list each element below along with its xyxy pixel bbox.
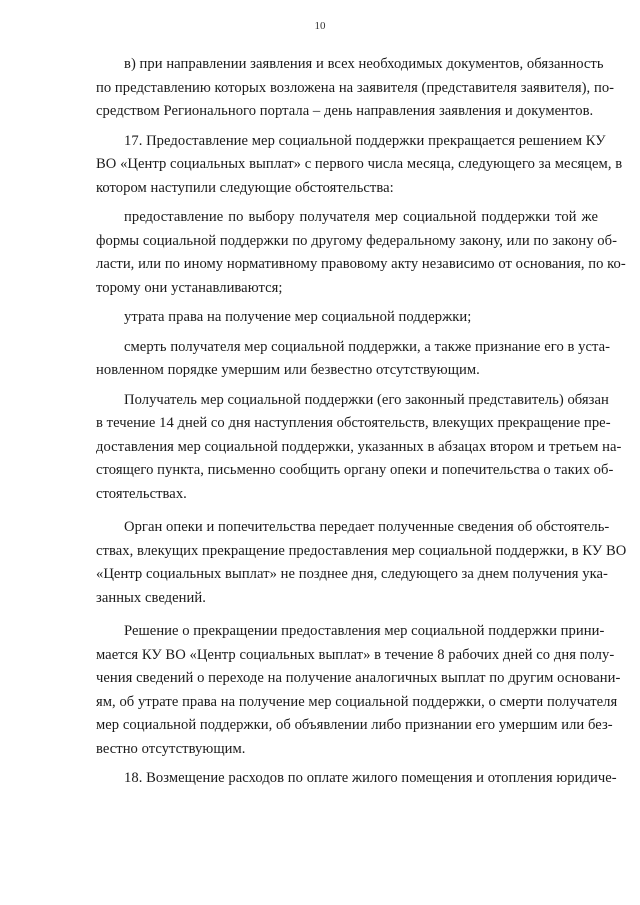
text-line: смерть получателя мер социальной поддержки, а также признание его в уста- (124, 338, 611, 355)
text-line: стоятельствах. (96, 485, 187, 502)
paragraph-choice-of-support (96, 206, 626, 300)
text-line: утрата права на получение мер социальной поддержки; (124, 309, 472, 325)
paragraph-submission-date (96, 53, 615, 124)
text-line: в) при направлении заявления и всех необходимых документов, обязанность (124, 56, 604, 72)
document-body (96, 53, 627, 797)
text-line: котором наступили следующие обстоятельства: (96, 179, 394, 196)
text-line: 17. Предоставление мер социальной поддержки прекращается решением КУ (124, 132, 606, 149)
text-line: Решение о прекращении предоставления мер социальной поддержки прини- (124, 623, 605, 639)
paragraph-death (96, 336, 611, 383)
text-line: ласти, или по иному нормативному правовому акту независимо от основания, по ко- (96, 256, 626, 272)
text-line: мается КУ ВО «Центр социальных выплат» в течение 8 рабочих дней со дня полу- (96, 646, 615, 663)
text-line: доставления мер социальной поддержки, указанных в абзацах втором и третьем на- (96, 438, 622, 455)
page-number: 10 (314, 20, 326, 32)
paragraph-loss-of-right (96, 306, 598, 330)
text-line: 18. Возмещение расходов по оплате жилого помещения и отопления юридиче- (124, 770, 617, 786)
text-line: стоящего пункта, письменно сообщить органу опеки и попечительства о таких об- (96, 462, 614, 478)
text-line: средством Регионального портала – день направления заявления и документов. (96, 103, 594, 119)
text-line: занных сведений. (96, 589, 206, 606)
text-line: торому они устанавливаются; (96, 279, 283, 296)
text-line: формы социальной поддержки по другому федеральному закону, или по закону об- (96, 232, 618, 249)
text-line: Орган опеки и попечительства передает полученные сведения об обстоятель- (124, 519, 610, 535)
paragraph-guardianship-transfer (96, 516, 627, 610)
text-line: Получатель мер социальной поддержки (его законный представитель) обязан (124, 391, 609, 408)
text-line: новленном порядке умершим или безвестно отсутствующим. (96, 362, 480, 378)
text-line: предоставление по выбору получателя мер социальной поддержки той же (124, 209, 598, 225)
paragraph-17 (96, 130, 623, 201)
paragraph-termination-decision (96, 620, 621, 761)
paragraph-18 (96, 767, 617, 791)
text-line: в течение 14 дней со дня наступления обстоятельств, влекущих прекращение пре- (96, 415, 611, 431)
text-line: «Центр социальных выплат» не позднее дня, следующего за днем получения ука- (96, 566, 608, 582)
text-line: ям, об утрате права на получение мер социальной поддержки, о смерти получателя (96, 693, 618, 710)
text-line: чения сведений о переходе на получение аналогичных выплат по другим основани- (96, 670, 621, 686)
text-line: по представлению которых возложена на заявителя (представителя заявителя), по- (96, 79, 615, 96)
text-line: мер социальной поддержки, об объявлении либо признании его умершим или без- (96, 717, 613, 733)
text-line: ствах, влекущих прекращение предоставления мер социальной поддержки, в КУ ВО (96, 542, 627, 559)
text-line: ВО «Центр социальных выплат» с первого числа месяца, следующего за месяцем, в (96, 156, 623, 172)
paragraph-recipient-obligation (96, 389, 622, 507)
text-line: вестно отсутствующим. (96, 740, 246, 757)
